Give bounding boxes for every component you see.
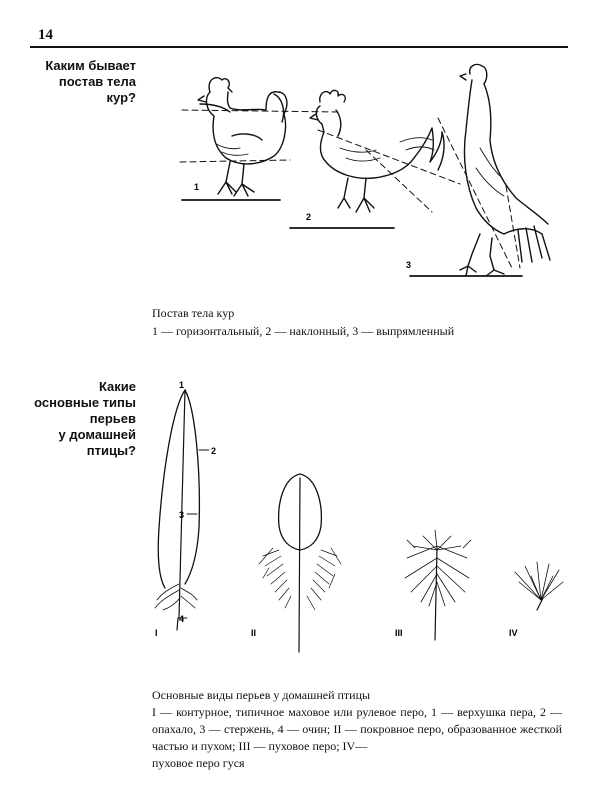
- posture-caption-legend: 1 — горизонтальный, 2 — наклонный, 3 — выпрямленный: [152, 324, 455, 338]
- feather-label-iv: IV: [509, 628, 518, 638]
- feather-question-line: у домашней: [58, 427, 136, 442]
- chicken-posture-illustration: [170, 58, 580, 298]
- feather-label-iii: III: [395, 628, 403, 638]
- feather-label-ii: II: [251, 628, 257, 638]
- rooster-inclined-drawing: [310, 90, 444, 212]
- contour-feather-drawing: [155, 390, 199, 630]
- part-label-2: 2: [211, 446, 217, 456]
- feather-label-i: I: [155, 628, 158, 638]
- feather-question-line: перьев: [89, 411, 136, 426]
- feather-caption: [152, 687, 562, 772]
- posture-label-3: 3: [406, 260, 412, 270]
- down-feather-drawing: [405, 530, 471, 640]
- feather-question-line: основные типы: [34, 395, 136, 410]
- hen-horizontal-drawing: [198, 78, 287, 196]
- part-label-1: 1: [179, 380, 185, 390]
- feather-caption-title: Основные виды перьев у домашней птицы: [152, 688, 371, 702]
- goose-down-drawing: [515, 562, 563, 610]
- part-label-3: 3: [179, 510, 185, 520]
- feather-question-line: птицы?: [86, 443, 136, 458]
- posture-question-line: постав тела: [58, 74, 136, 89]
- bird-upright-drawing: [460, 64, 550, 276]
- feather-question: [20, 379, 136, 459]
- posture-question-line: Каким бывает: [45, 58, 136, 73]
- posture-label-1: 1: [194, 182, 200, 192]
- posture-caption-title: Постав тела кур: [152, 306, 235, 320]
- posture-question-line: кур?: [106, 90, 136, 105]
- part-label-4: 4: [179, 614, 185, 624]
- feather-types-illustration: [145, 378, 565, 668]
- feather-caption-last-line: пуховое перо гуся: [152, 756, 245, 770]
- feather-question-line: Какие: [98, 379, 136, 394]
- covert-feather-drawing: [259, 474, 341, 652]
- posture-question: [20, 58, 136, 106]
- posture-label-2: 2: [306, 212, 312, 222]
- header-rule: [30, 46, 568, 48]
- page-number: 14: [38, 27, 53, 43]
- feather-caption-body: I — контурное, типичное маховое или рулевое перо, 1 — верхушка пера, 2 — опахало, 3 — стержень, 4 — очин; II — покровное перо, образованное жесткой частью и пухом; III — пуховое перо; IV—: [152, 705, 562, 753]
